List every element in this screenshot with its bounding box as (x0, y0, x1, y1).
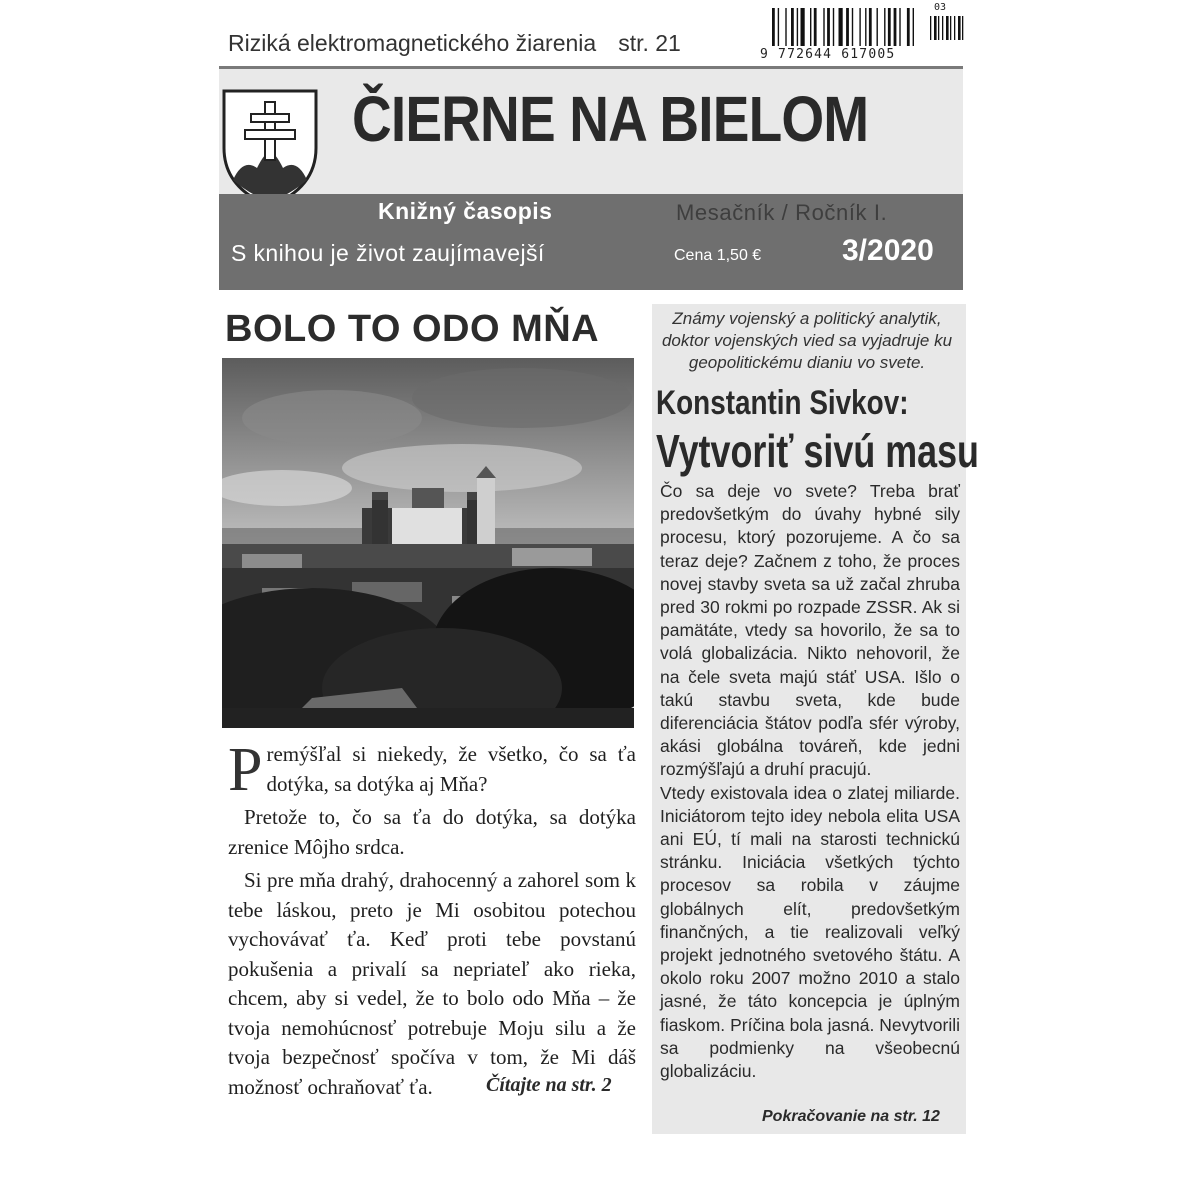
right-paragraph-1: Čo sa deje vo svete? Treba brať predovšetkým do úvahy hybné sily procesu, ktorý pozorujeme. A čo sa teraz deje? Začnem z toho, že proces novej stavby sveta sa už začal zhruba pred 30 rokmi po rozpade ZSSR. Ak si pamätáte, vtedy sa hovorilo, že sa to volá globalizácia. Nikto nehovoril, že na čele sveta majú stáť USA. Išlo o takú stavbu sveta, kde bude diferenciácia štátov podľa sfér výroby, akási globálna továreň, kde jedni rozmýšľajú a druhí pracujú. (660, 481, 960, 780)
magazine-frequency: Mesačník / Ročník I. (676, 200, 888, 225)
issue-number: 3/2020 (842, 234, 934, 267)
right-article-headline: Vytvoriť sivú masu (656, 425, 979, 477)
teaser-text: Riziká elektromagnetického žiarenia (228, 30, 597, 56)
left-paragraph-3: Si pre mňa drahý, drahocenný a zahorel som k tebe láskou, preto je Mi osobitou potechou vychovávať ťa. Keď proti tebe povstanú pokušenia a privalí sa nepriateľ ako rieka, chcem, aby si vedel, že to bolo odo Mňa – že tvoja nemohúcnosť potrebuje Moju silu a že tvoja bezpečnosť spočíva v tom, že Mi dáš možnosť ochraňovať ťa. (228, 868, 636, 1099)
slovak-crest-icon (221, 88, 319, 210)
right-article-headline-name: Konstantin Sivkov: (656, 384, 909, 422)
right-paragraph-2: Vtedy existovala idea o zlatej miliarde. Iniciátorom tejto idey nebola elita USA ani EÚ, tí mali na starosti technickú stránku. Iniciácia všetkých týchto procesov sa robila v záujme globálnych elít, predovšetkým finančných, a tie realizovali veľký projekt jednotného svetového štátu. A okolo roku 2007 možno 2010 a stalo jasné, že táto koncepcia je úplným fiaskom. Príčina bola jasná. Nevytvorili sa podmienky na všeobecnú globalizáciu. (660, 782, 960, 1082)
teaser-page: str. 21 (618, 30, 681, 56)
left-article-body (228, 736, 636, 1106)
price-label: Cena 1,50 € (674, 247, 762, 264)
left-paragraph-2: Pretože to, čo sa ťa do dotýka, sa dotýka zrenice Môjho srdca. (228, 805, 636, 859)
magazine-title: ČIERNE NA BIELOM (352, 83, 869, 155)
right-article-intro: Známy vojenský a politický analytik, doktor vojenských vied sa vyjadruje ku geopolitickému dianiu vo svete. (661, 309, 953, 372)
magazine-slogan: S knihou je život zaujímavejší (231, 240, 545, 266)
barcode-addon-number: 03 (934, 2, 947, 13)
drop-cap: P (228, 736, 263, 804)
barcode-number: 9 772644 617005 (760, 47, 896, 62)
magazine-subtitle: Knižný časopis (378, 198, 553, 224)
right-article-body (660, 480, 960, 1083)
left-paragraph-1: Premýšľal si niekedy, že všetko, čo sa ťa dotýka, sa dotýka aj Mňa? (228, 736, 636, 804)
right-continued-link: Pokračovanie na str. 12 (762, 1108, 940, 1125)
cover-teaser (228, 30, 681, 57)
left-article-headline: BOLO TO ODO MŇA (225, 308, 600, 350)
bratislava-castle-photo (222, 358, 634, 728)
left-continued-link: Čítajte na str. 2 (486, 1074, 612, 1096)
